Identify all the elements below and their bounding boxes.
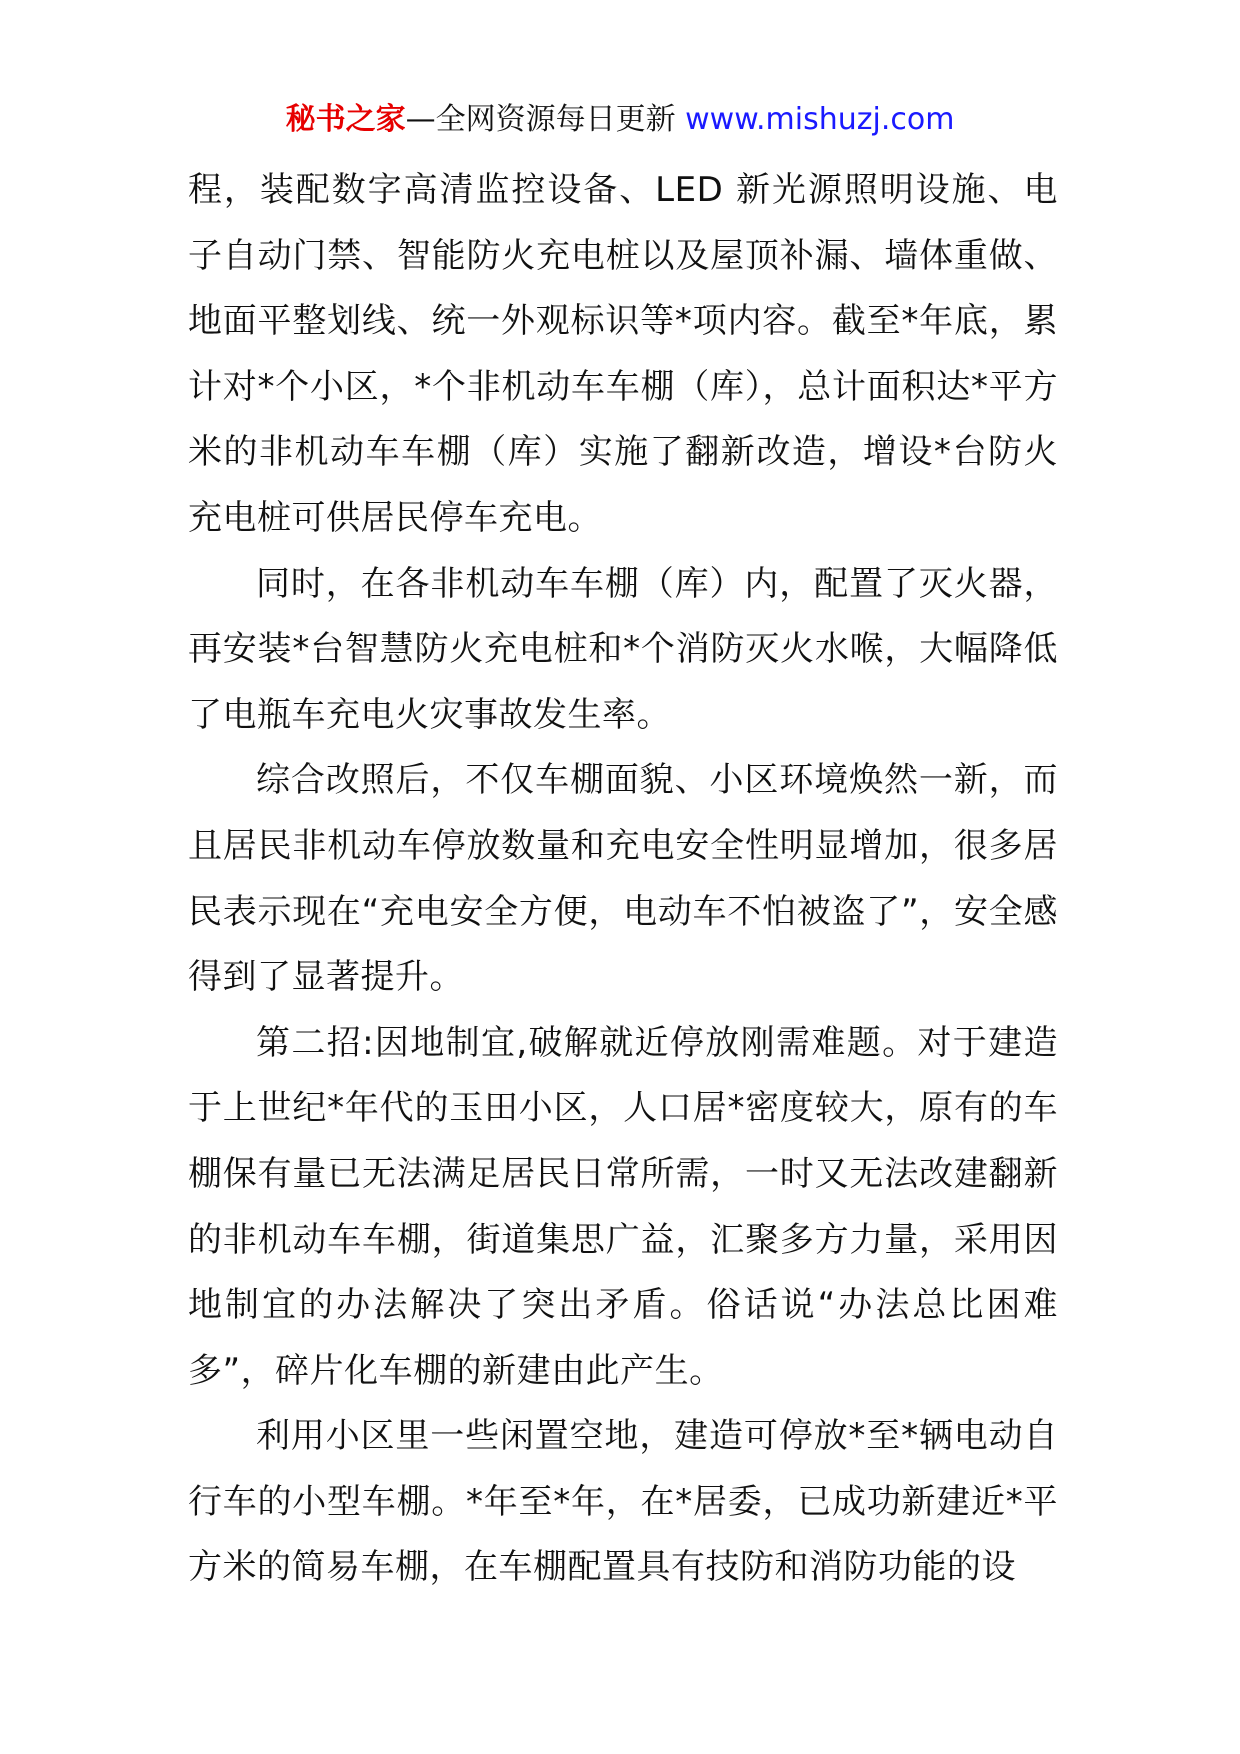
brand-name: 秘书之家: [285, 102, 406, 137]
site-url-link[interactable]: www.mishuzj.com: [685, 102, 955, 137]
page-header: [0, 100, 1240, 140]
paragraph: 综合改照后，不仅车棚面貌、小区环境焕然一新，而且居民非机动车停放数量和充电安全性明显增加，很多居民表示现在“充电安全方便，电动车不怕被盗了”，安全感得到了显著提升。: [188, 760, 1058, 998]
paragraph: 同时，在各非机动车车棚（库）内，配置了灭火器，再安装*台智慧防火充电桩和*个消防灭火水喉，大幅降低了电瓶车充电火灾事故发生率。: [188, 563, 1058, 735]
paragraph: 利用小区里一些闲置空地，建造可停放*至*辆电动自行车的小型车棚。*年至*年，在*居委，已成功新建近*平方米的简易车棚，在车棚配置具有技防和消防功能的设: [188, 1416, 1058, 1588]
document-body: [188, 158, 1058, 1601]
paragraph: 第二招:因地制宜,破解就近停放刚需难题。对于建造于上世纪*年代的玉田小区，人口居*密度较大，原有的车棚保有量已无法满足居民日常所需，一时又无法改建翻新的非机动车车棚，街道集思广益，汇聚多方力量，采用因地制宜的办法解决了突出矛盾。俗话说“办法总比困难多”，碎片化车棚的新建由此产生。: [188, 1022, 1058, 1391]
paragraph-continued: 程，装配数字高清监控设备、LED 新光源照明设施、电子自动门禁、智能防火充电桩以及屋顶补漏、墙体重做、地面平整划线、统一外观标识等*项内容。截至*年底，累计对*个小区，*个非机动车车棚（库），总计面积达*平方米的非机动车车棚（库）实施了翻新改造，增设*台防火充电桩可供居民停车充电。: [188, 170, 1058, 538]
header-tagline: —全网资源每日更新: [405, 102, 686, 137]
